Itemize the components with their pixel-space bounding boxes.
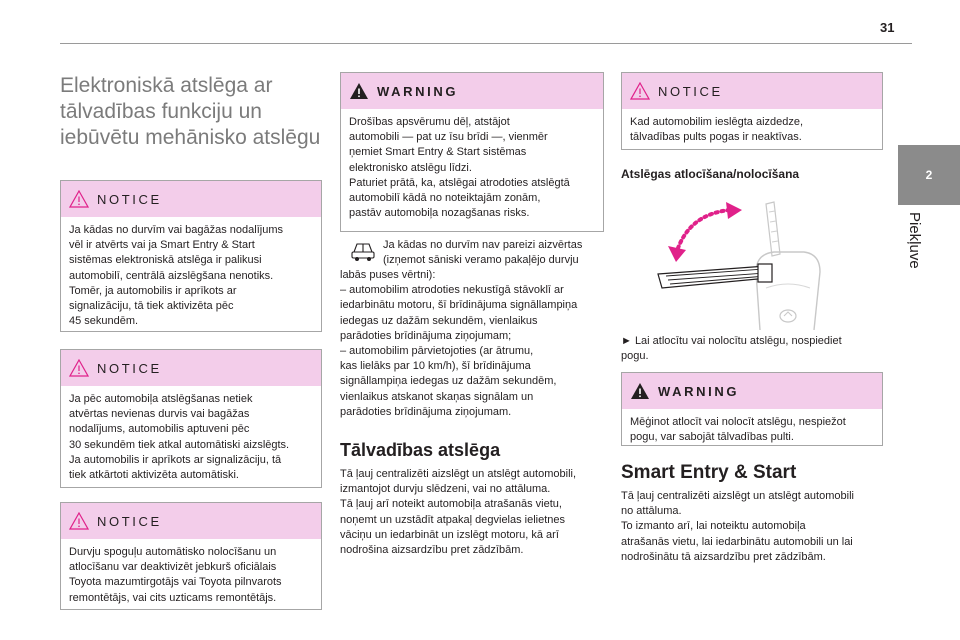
notice-header xyxy=(61,350,321,386)
notice-box-3 xyxy=(60,502,322,610)
notice-triangle-icon xyxy=(630,82,650,100)
door-warning-text-first: Ja kādas no durvīm nav pareizi aizvērtas (izņemot sāniski veramo pakaļējo durvju xyxy=(383,239,583,267)
chapter-label xyxy=(900,212,930,302)
warning-text: Mēģinot atlocīt vai nolocīt atslēgu, nespiežot pogu, var sabojāt tālvadības pulti. xyxy=(630,416,846,444)
remote-key-text xyxy=(340,467,608,558)
warning-label: WARNING xyxy=(377,83,459,99)
notice-box-2 xyxy=(60,349,322,488)
door-warning-text xyxy=(340,268,608,420)
chapter-label-text: Piekļuve xyxy=(906,212,923,269)
notice-label: NOTICE xyxy=(97,191,162,207)
notice-label: NOTICE xyxy=(658,83,723,99)
notice-text: Ja pēc automobiļa atslēgšanas netiek atvērtas nevienas durvis vai bagāžas nodalījums, automobilis aptuveni pēc 30 sekundēm tiek atkal automātiski aizslēgts. Ja automobilis ir aprīkots ar signalizāciju, tā tiek atkārtoti aktivizēta automātiski. xyxy=(69,393,290,482)
notice-header xyxy=(622,73,882,109)
notice-triangle-icon xyxy=(69,190,89,208)
notice-box-1 xyxy=(60,180,322,332)
remote-key-paragraph: Tā ļauj centralizēti aizslēgt un atslēgt automobili, izmantojot durvju slēdzeni, vai no attāluma. Tā ļauj arī noteikt automobiļa atrašanās vietu, noņemt un uzstādīt atpakaļ degvielas ielietnes vāciņu un iedarbināt un izslēgt motoru, kā arī nodrošina aizsardzību pret zādzībām. xyxy=(340,468,577,557)
warning-header xyxy=(341,73,603,109)
notice-label: NOTICE xyxy=(97,360,162,376)
notice-text: Durvju spoguļu automātisko nolocīšanu un atlocīšanu var deaktivizēt jebkurš oficiālais Toyota mazumtirgotājs vai Toyota pilnvarots remontētājs, vai cits uzticams remontētājs. xyxy=(69,546,282,604)
warning-box-2 xyxy=(621,372,883,446)
smart-entry-paragraph: Tā ļauj centralizēti aizslēgt un atslēgt automobili no attāluma. To izmanto arī, lai noteiktu automobiļa atrašanās vietu, lai iedarbinātu automobili un lai nodrošinātu tā aizsardzību pret zādzībām. xyxy=(621,490,854,563)
notice-header xyxy=(61,503,321,539)
notice-text: Ja kādas no durvīm vai bagāžas nodalījums vēl ir atvērts vai ja Smart Entry & Start sistēmas elektroniskā atslēga ir palikusi automobilī, centrālā aizslēgšana nenotiks. Tomēr, ja automobilis ir aprīkots ar signalizāciju, tā tiek aktivizēta pēc 45 sekundēm. xyxy=(69,224,284,328)
notice-triangle-icon xyxy=(69,359,89,377)
notice-box-4 xyxy=(621,72,883,150)
key-fold-illustration xyxy=(648,192,858,330)
notice-label: NOTICE xyxy=(97,513,162,529)
warning-text: Drošības apsvērumu dēļ, atstājot automobili — pat uz īsu brīdi —, vienmēr ņemiet Smart Entry & Start sistēmas elektronisko atslēgu līdzi. Paturiet prātā, ka, atslēgai atrodoties atslēgtā automobilī kādā no noteiktajām zonām, pastāv automobiļa nozagšanas risks. xyxy=(349,116,570,220)
page-title: Elektroniskā atslēga ar tālvadības funkciju un iebūvētu mehānisko atslēgu xyxy=(60,74,321,149)
header-rule xyxy=(60,43,912,44)
car-door-warning-icon xyxy=(350,238,376,262)
notice-text: Kad automobilim ieslēgta aizdedze, tālvadības pults pogas ir neaktīvas. xyxy=(630,116,804,144)
remote-key-title: Tālvadības atslēga xyxy=(340,440,501,460)
page-number: 31 xyxy=(880,20,895,35)
warning-triangle-icon xyxy=(630,382,650,400)
chapter-tab[interactable] xyxy=(898,145,960,205)
warning-header xyxy=(622,373,882,409)
smart-entry-text xyxy=(621,489,883,565)
key-fold-title: Atslēgas atlocīšana/nolocīšana xyxy=(621,167,800,181)
notice-header xyxy=(61,181,321,217)
key-fold-text xyxy=(621,334,883,364)
door-warning-text-rest: labās puses vērtni): – automobilim atrodoties nekustīgā stāvoklī ar iedarbinātu motoru, šī brīdinājuma signāllampiņa iedegas uz dažām sekundēm, vienlaikus parādoties brīdinājuma ziņojumam; – automobilim pārvietojoties (ar ātrumu, kas lielāks par 10 km/h), šī brīdinājuma signāllampiņa iedegas uz dažām sekundēm, vienlaikus atskanot skaņas signālam un parādoties brīdinājuma ziņojumam. xyxy=(340,269,578,418)
warning-label: WARNING xyxy=(658,383,740,399)
smart-entry-title: Smart Entry & Start xyxy=(621,462,797,483)
notice-triangle-icon xyxy=(69,512,89,530)
key-fold-instruction: ► Lai atlocītu vai nolocītu atslēgu, nospiediet pogu. xyxy=(621,335,842,363)
chapter-number: 2 xyxy=(925,168,933,182)
door-warning-text-intro xyxy=(383,238,608,268)
warning-triangle-icon xyxy=(349,82,369,100)
warning-box xyxy=(340,72,604,232)
